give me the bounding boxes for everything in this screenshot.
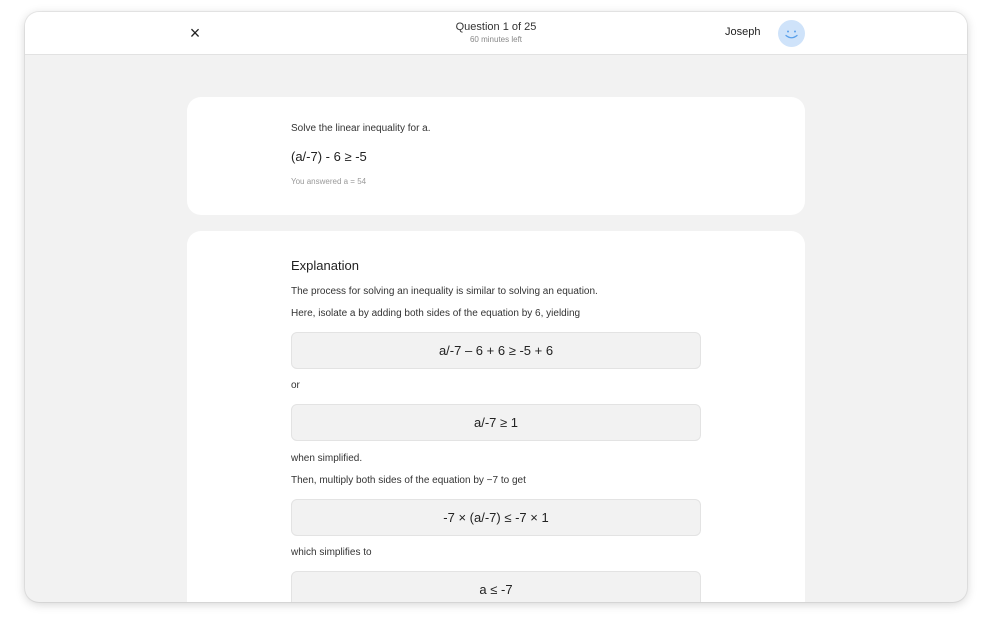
math-expression: a/-7 ≥ 1: [291, 404, 701, 441]
close-button[interactable]: [185, 22, 205, 44]
explanation-text: or: [291, 380, 300, 391]
question-card: [187, 97, 805, 215]
question-equation: (a/-7) - 6 ≥ -5: [291, 149, 367, 164]
explanation-text: which simplifies to: [291, 547, 372, 558]
explanation-text: when simplified.: [291, 453, 363, 464]
question-prompt: Solve the linear inequality for a.: [291, 123, 431, 134]
user-answer: You answered a = 54: [291, 177, 367, 186]
smiley-face-icon: [778, 20, 805, 47]
explanation-text: Then, multiply both sides of the equation by −7 to get: [291, 475, 526, 486]
time-left: 60 minutes left: [469, 35, 523, 44]
avatar[interactable]: [778, 20, 805, 47]
math-expression: a ≤ -7: [291, 571, 701, 602]
question-progress-info: [396, 20, 596, 45]
explanation-text: Here, isolate a by adding both sides of the equation by 6, yielding: [291, 308, 581, 319]
explanation-title: Explanation: [291, 258, 359, 273]
explanation-card: [187, 231, 805, 602]
top-bar: [25, 12, 967, 55]
question-progress: Question 1 of 25: [455, 21, 537, 33]
math-expression: -7 × (a/-7) ≤ -7 × 1: [291, 499, 701, 536]
user-name: Joseph: [725, 26, 761, 38]
explanation-text: The process for solving an inequality is similar to solving an equation.: [291, 286, 598, 297]
math-expression: a/-7 – 6 + 6 ≥ -5 + 6: [291, 332, 701, 369]
app-window: [25, 12, 967, 602]
close-icon: ×: [189, 23, 201, 43]
